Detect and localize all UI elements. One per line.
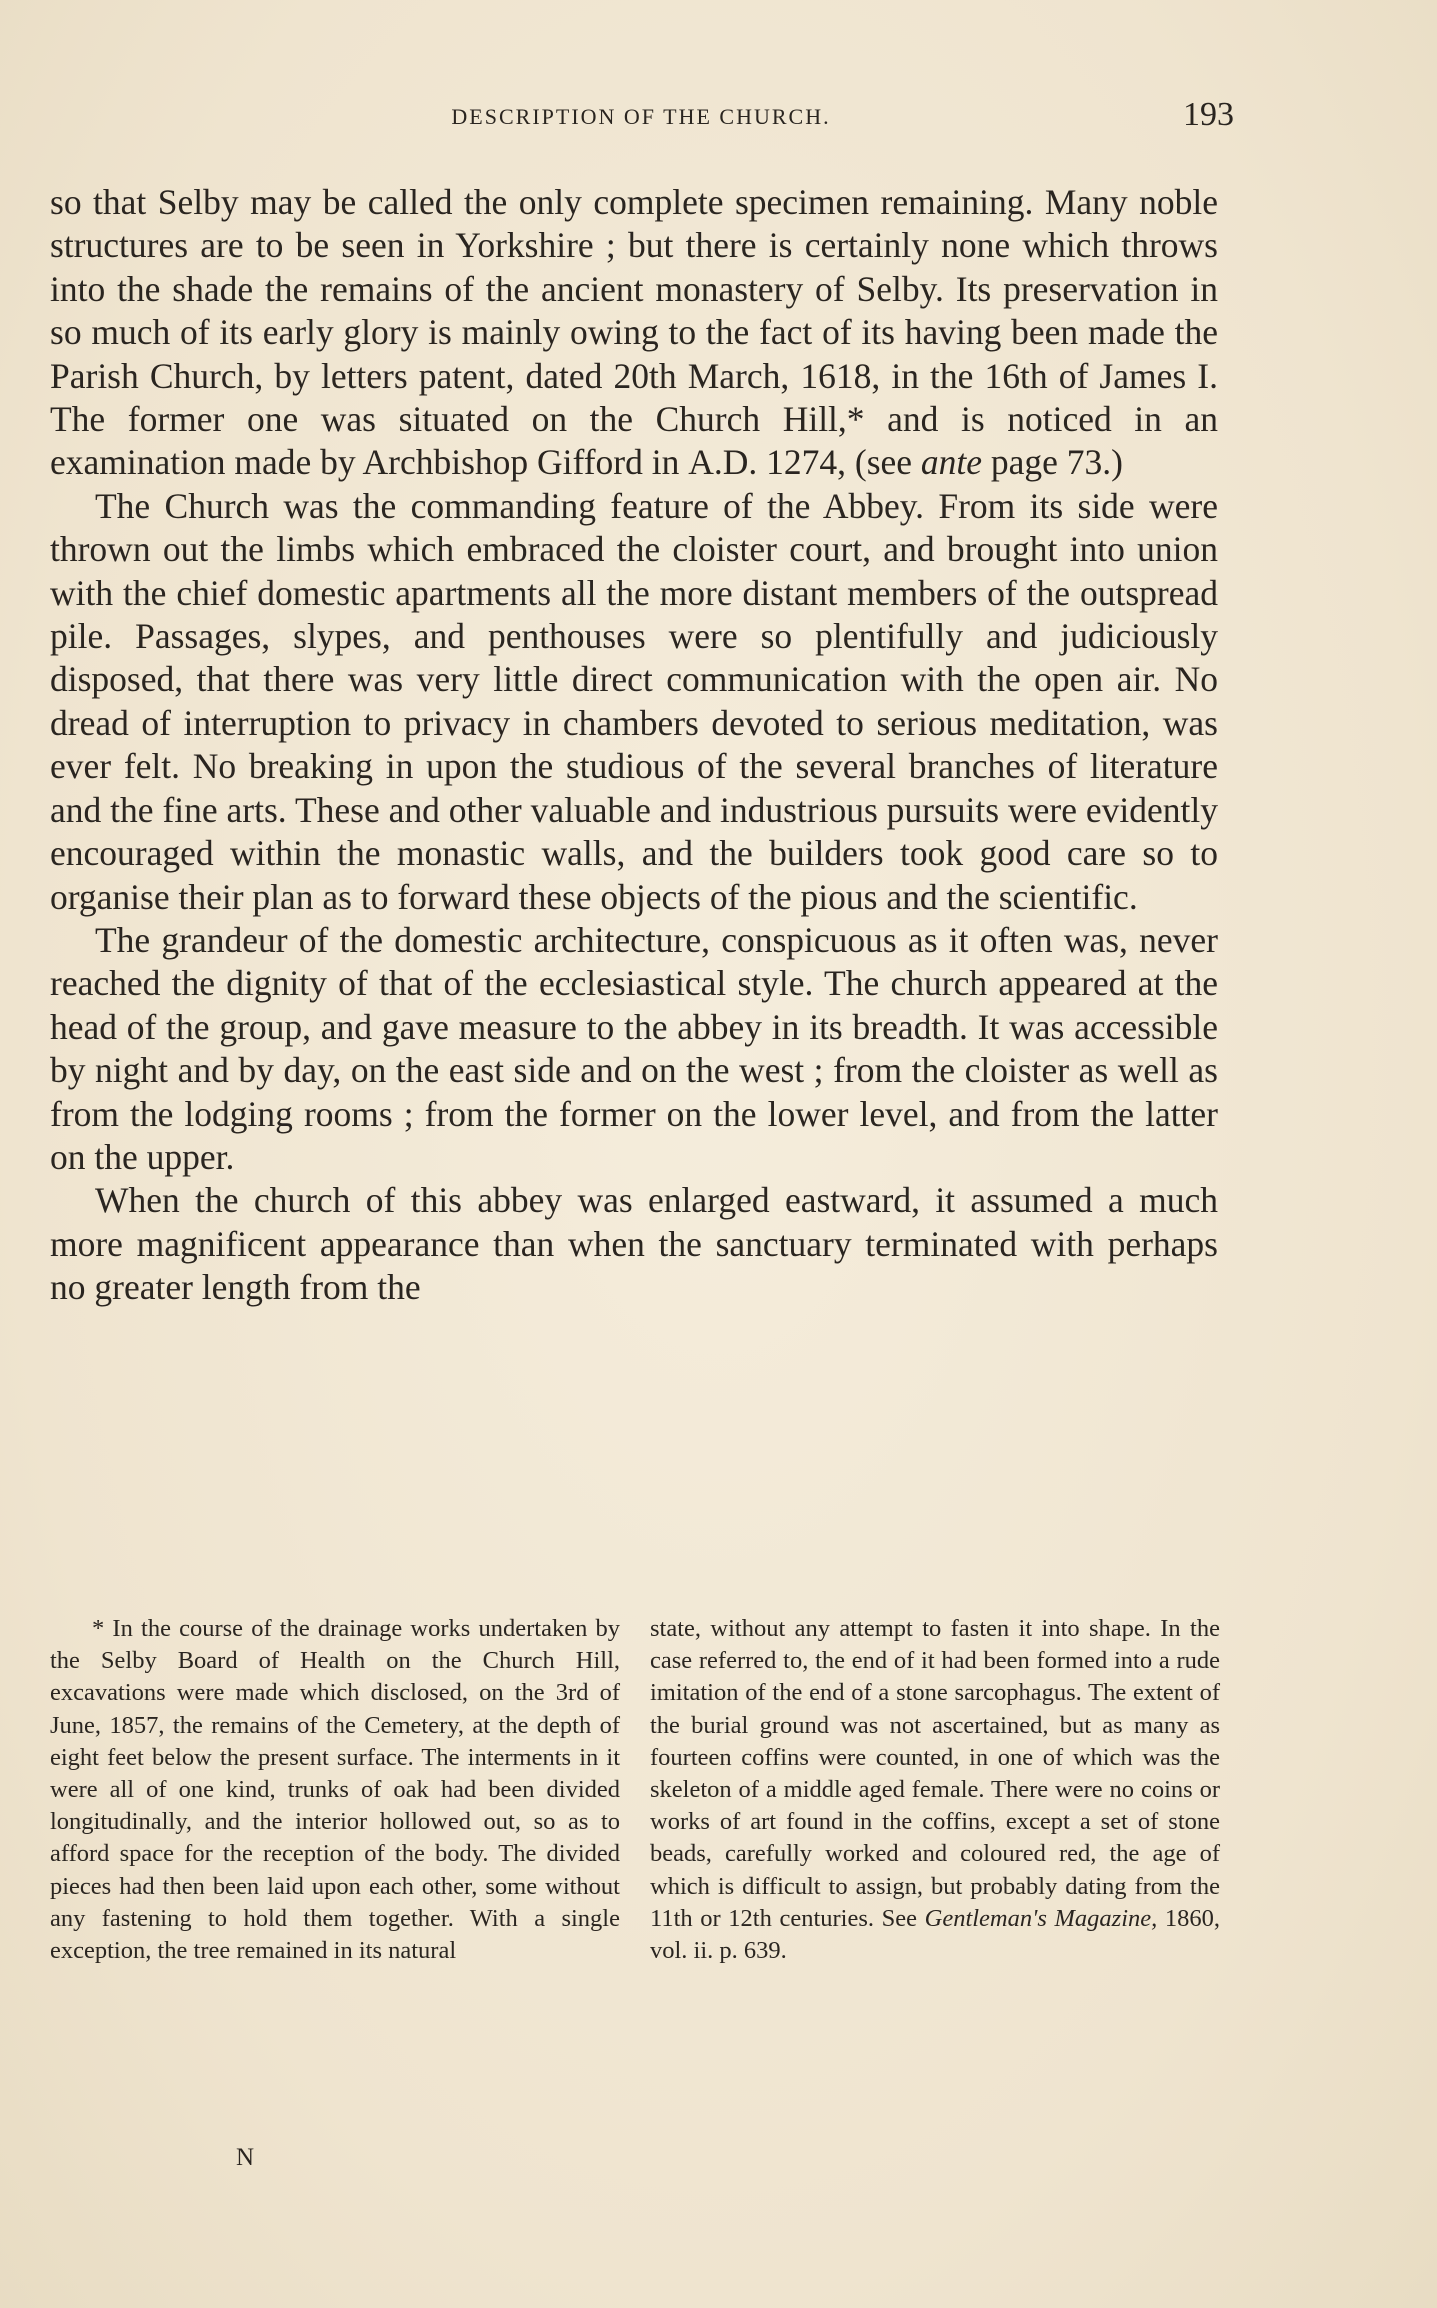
footnote-left-text: * In the course of the drainage works undertaken by the Selby Board of Health on the Church Hill, excavations were made which disclosed, on the 3rd of June, 1857, the remains of the Cemetery, at the depth of eight feet below the present surface. The interments in it were all of one kind, trunks of oak had been divided longitudinally, and the interior hollowed out, so as to afford space for the reception of the body. The divided pieces had then been laid upon each other, some without any fastening to hold them together. With a single exception, the tree remained in its natural: [50, 1615, 620, 1965]
paragraph-4: When the church of this abbey was enlarged eastward, it assumed a much more magnificent appearance than when the sanctuary terminated with perhaps no greater length from the: [50, 1180, 1218, 1308]
footnote-right-citation: 1860, vol. ii. p. 639.: [650, 1904, 1221, 1965]
ante-word: ante: [920, 442, 983, 483]
footnote: [50, 1613, 1220, 1967]
running-title: DESCRIPTION OF THE CHURCH.: [451, 104, 831, 129]
running-head: [48, 96, 1234, 136]
paragraph-1-text: so that Selby may be called the only complete specimen remaining. Many noble structures are to be seen in Yorkshire ; but there is certainly none which throws into the shade the remains of the ancient monastery of Selby. Its preservation in so much of its early glory is mainly owing to the fact of its having been made the Parish Church, by letters patent, dated 20th March, 1618, in the 16th of James I. The former one was situated on the Church Hill,* and is noticed in an examination made by Archbishop Gifford in: [50, 182, 1218, 483]
page-number: 193: [1183, 96, 1234, 133]
footnote-right-text: [650, 1613, 1220, 1967]
footnote-right-main: state, without any attempt to fasten it into shape. In the case referred to, the end of it had been formed into a rude imitation of the end of a stone sarcophagus. The extent of the burial ground was not ascertained, but as many as fourteen coffins were counted, in one of which was the skeleton of a middle aged female. There were no coins or works of art found in the coffins, except a set of stone beads, carefully worked and coloured red, the age of which is difficult to assign, but probably dating from the 11th or 12th centuries. See: [650, 1615, 1220, 1932]
paragraph-3: The grandeur of the domestic architecture, conspicuous as it often was, never reached the dignity of that of the ecclesiastical style. The church appeared at the head of the group, and gave measure to the abbey in its breadth. It was accessible by night and by day, on the east side and on the west ; from the cloister as well as from the lodging rooms ; from the former on the lower level, and from the latter on the upper.: [50, 919, 1218, 1177]
paragraph-2: The Church was the commanding feature of the Abbey. From its side were thrown out the limbs which embraced the cloister court, and brought into union with the chief domestic apartments all the more distant members of the outspread pile. Passages, slypes, and penthouses were so plentifully and judiciously disposed, that there was very little direct communication with the open air. No dread of interruption to privacy in chambers devoted to serious meditation, was ever felt. No breaking in upon the studious of the several branches of literature and the fine arts. These and other valuable and industrious pursuits were evidently encouraged within the monastic walls, and the builders took good care so to organise their plan as to forward these objects of the pious and the scientific.: [50, 485, 1218, 917]
paragraph-1-year: 1274, (see: [757, 442, 921, 483]
paragraph-1: [50, 181, 1218, 485]
paragraph-1-end: page 73.): [982, 442, 1124, 483]
magazine-title: Gentleman's Magazine,: [924, 1904, 1158, 1932]
footnote-right-column: [650, 1613, 1220, 1967]
anno-domini: A.D.: [688, 442, 758, 483]
main-text: [50, 181, 1218, 1310]
footnote-left-column: [50, 1613, 620, 1967]
signature-mark: N: [236, 2144, 255, 2171]
